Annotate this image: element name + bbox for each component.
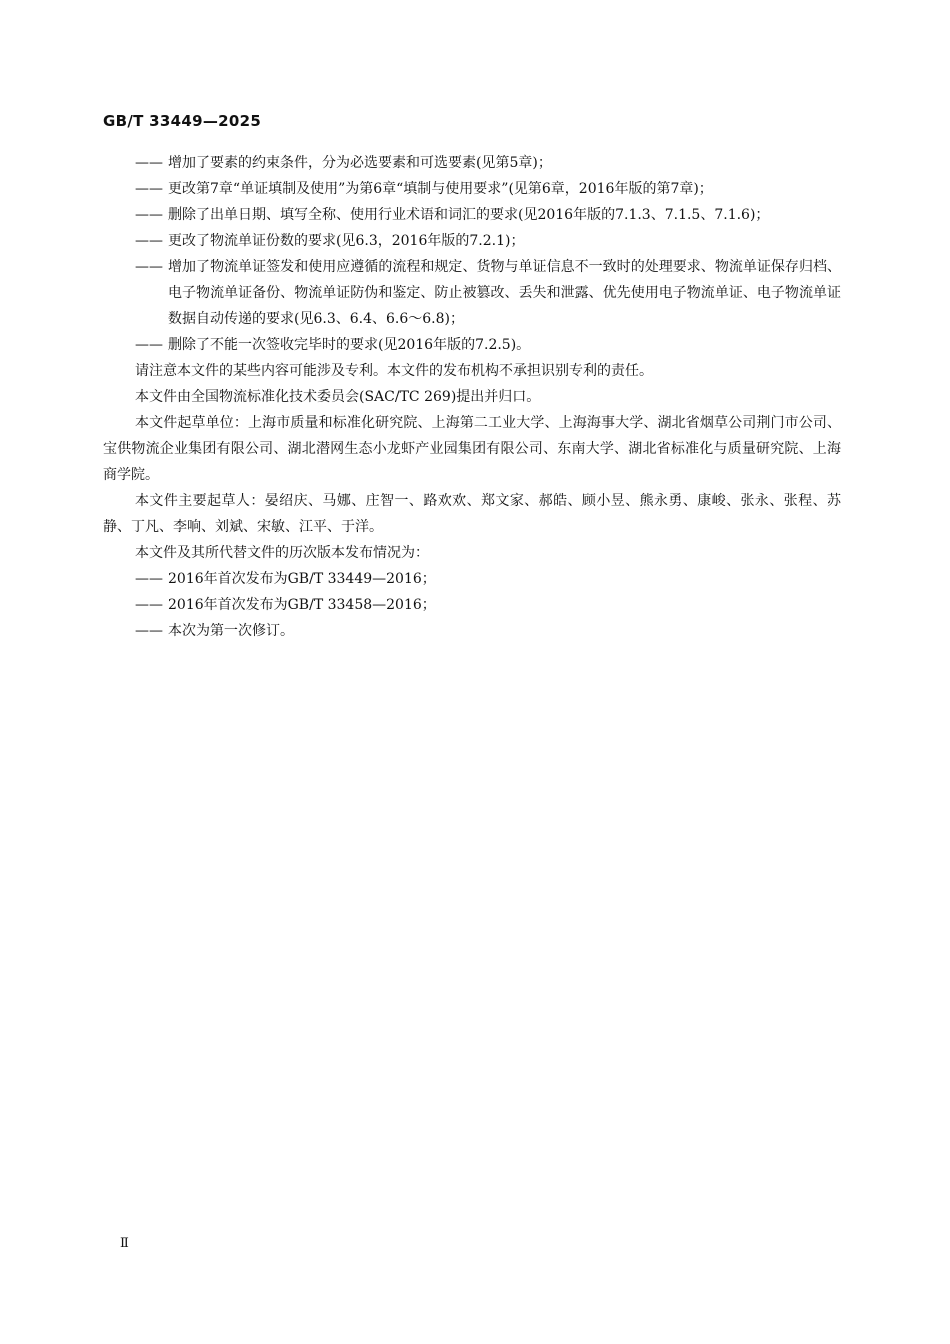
dash-mark: —— <box>135 623 163 639</box>
history-item <box>103 566 841 592</box>
change-item <box>103 202 841 228</box>
history-text: 本次为第一次修订。 <box>168 623 294 639</box>
standard-code: GB/T 33449—2025 <box>103 112 262 130</box>
dash-mark: —— <box>135 155 163 171</box>
change-text: 删除了出单日期、填写全称、使用行业术语和词汇的要求(见2016年版的7.1.3、7.1.5、7.1.6)； <box>168 207 770 223</box>
change-text: 更改了物流单证份数的要求(见6.3，2016年版的7.2.1)； <box>168 233 525 249</box>
foreword-content <box>103 150 841 644</box>
drafting-units: 本文件起草单位：上海市质量和标准化研究院、上海第二工业大学、上海海事大学、湖北省烟草公司荆门市公司、宝供物流企业集团有限公司、湖北潜网生态小龙虾产业园集团有限公司、东南大学、湖北省标准化与质量研究院、上海商学院。 <box>103 415 841 483</box>
drafters-list: 本文件主要起草人：晏绍庆、马娜、庄智一、路欢欢、郑文家、郝皓、顾小昱、熊永勇、康峻、张永、张程、苏静、丁凡、李响、刘斌、宋敏、江平、于洋。 <box>103 493 841 535</box>
change-item <box>103 332 841 358</box>
dash-mark: —— <box>135 571 163 587</box>
dash-mark: —— <box>135 181 163 197</box>
history-intro: 本文件及其所代替文件的历次版本发布情况为： <box>135 545 429 561</box>
history-item <box>103 592 841 618</box>
patent-notice: 请注意本文件的某些内容可能涉及专利。本文件的发布机构不承担识别专利的责任。 <box>135 363 653 379</box>
dash-mark: —— <box>135 337 163 353</box>
dash-mark: —— <box>135 597 163 613</box>
dash-mark: —— <box>135 259 163 275</box>
change-text: 增加了要素的约束条件，分为必选要素和可选要素(见第5章)； <box>168 155 552 171</box>
dash-mark: —— <box>135 207 163 223</box>
change-item <box>103 254 841 332</box>
change-item <box>103 228 841 254</box>
history-text: 2016年首次发布为GB/T 33458—2016； <box>168 597 436 613</box>
page-number: Ⅱ <box>120 1236 129 1251</box>
history-text: 2016年首次发布为GB/T 33449—2016； <box>168 571 436 587</box>
proposer-statement: 本文件由全国物流标准化技术委员会(SAC/TC 269)提出并归口。 <box>135 389 541 405</box>
change-item <box>103 150 841 176</box>
dash-mark: —— <box>135 233 163 249</box>
history-item <box>103 618 841 644</box>
change-text: 删除了不能一次签收完毕时的要求(见2016年版的7.2.5)。 <box>168 337 531 353</box>
change-item <box>103 176 841 202</box>
change-text: 增加了物流单证签发和使用应遵循的流程和规定、货物与单证信息不一致时的处理要求、物流单证保存归档、电子物流单证备份、物流单证防伪和鉴定、防止被篡改、丢失和泄露、优先使用电子物流单证、电子物流单证数据自动传递的要求(见6.3、6.4、6.6～6.8)； <box>168 259 841 327</box>
change-text: 更改第7章“单证填制及使用”为第6章“填制与使用要求”(见第6章，2016年版的第7章)； <box>168 181 713 197</box>
